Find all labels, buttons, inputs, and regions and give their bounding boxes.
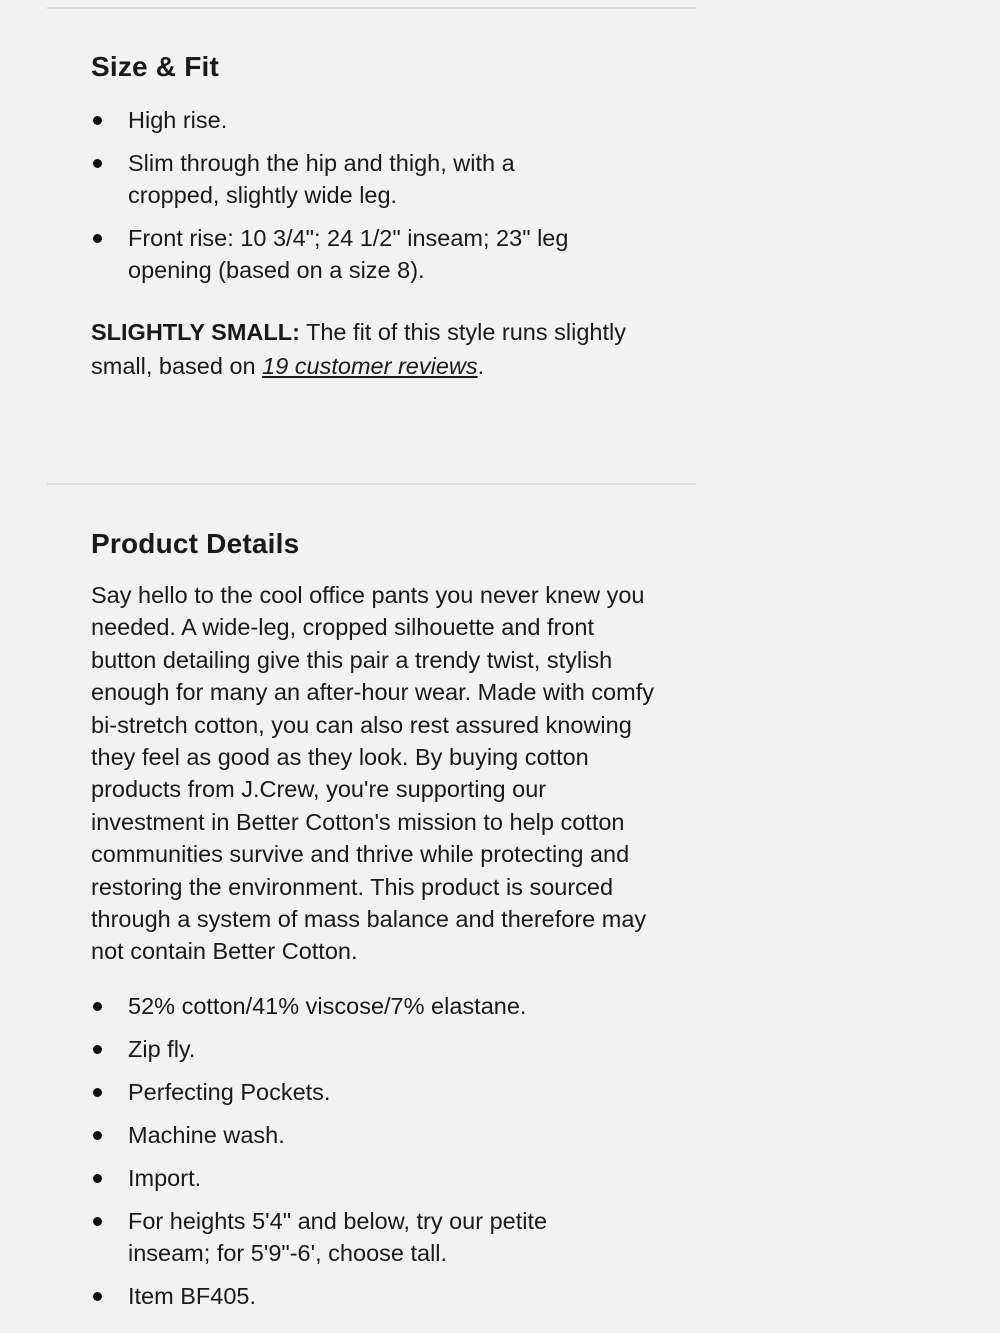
list-item: Item BF405. (91, 1280, 591, 1313)
list-item: Machine wash. (91, 1119, 591, 1152)
list-item: Slim through the hip and thigh, with a cropped, slightly wide leg. (91, 147, 591, 212)
list-item: 52% cotton/41% viscose/7% elastane. (91, 990, 591, 1023)
fit-note (91, 315, 671, 383)
product-description: Say hello to the cool office pants you never knew you needed. A wide-leg, cropped silhouette and front button detailing give this pair a trendy twist, stylish enough for many an after-hour wear. Made with comfy bi-stretch cotton, you can also rest assured knowing they feel as good as they look. By buying cotton products from J.Crew, you're supporting our investment in Better Cotton's mission to help cotton communities survive and thrive while protecting and restoring the environment. This product is sourced through a system of mass balance and therefore may not contain Better Cotton. (91, 582, 654, 965)
list-item: High rise. (91, 104, 591, 137)
list-item: Zip fly. (91, 1033, 591, 1066)
size-fit-section (91, 50, 671, 383)
customer-reviews-link[interactable]: 19 customer reviews (262, 352, 478, 379)
size-fit-title: Size & Fit (91, 51, 220, 82)
fit-end: . (477, 352, 485, 379)
product-details-section (91, 527, 671, 1313)
list-item: Front rise: 10 3/4"; 24 1/2" inseam; 23" leg opening (based on a size 8). (91, 222, 591, 287)
fit-text: The fit of this style runs slightly small, based on (91, 318, 626, 379)
top-divider (47, 7, 696, 9)
section-divider (47, 483, 696, 485)
list-item: Perfecting Pockets. (91, 1076, 591, 1109)
list-item: Import. (91, 1162, 591, 1195)
product-details-list (91, 990, 591, 1313)
list-item: For heights 5'4" and below, try our petite inseam; for 5'9"-6', choose tall. (91, 1205, 591, 1270)
fit-label: SLIGHTLY SMALL: (91, 318, 300, 345)
product-details-title: Product Details (91, 528, 300, 559)
size-fit-list (91, 104, 591, 287)
